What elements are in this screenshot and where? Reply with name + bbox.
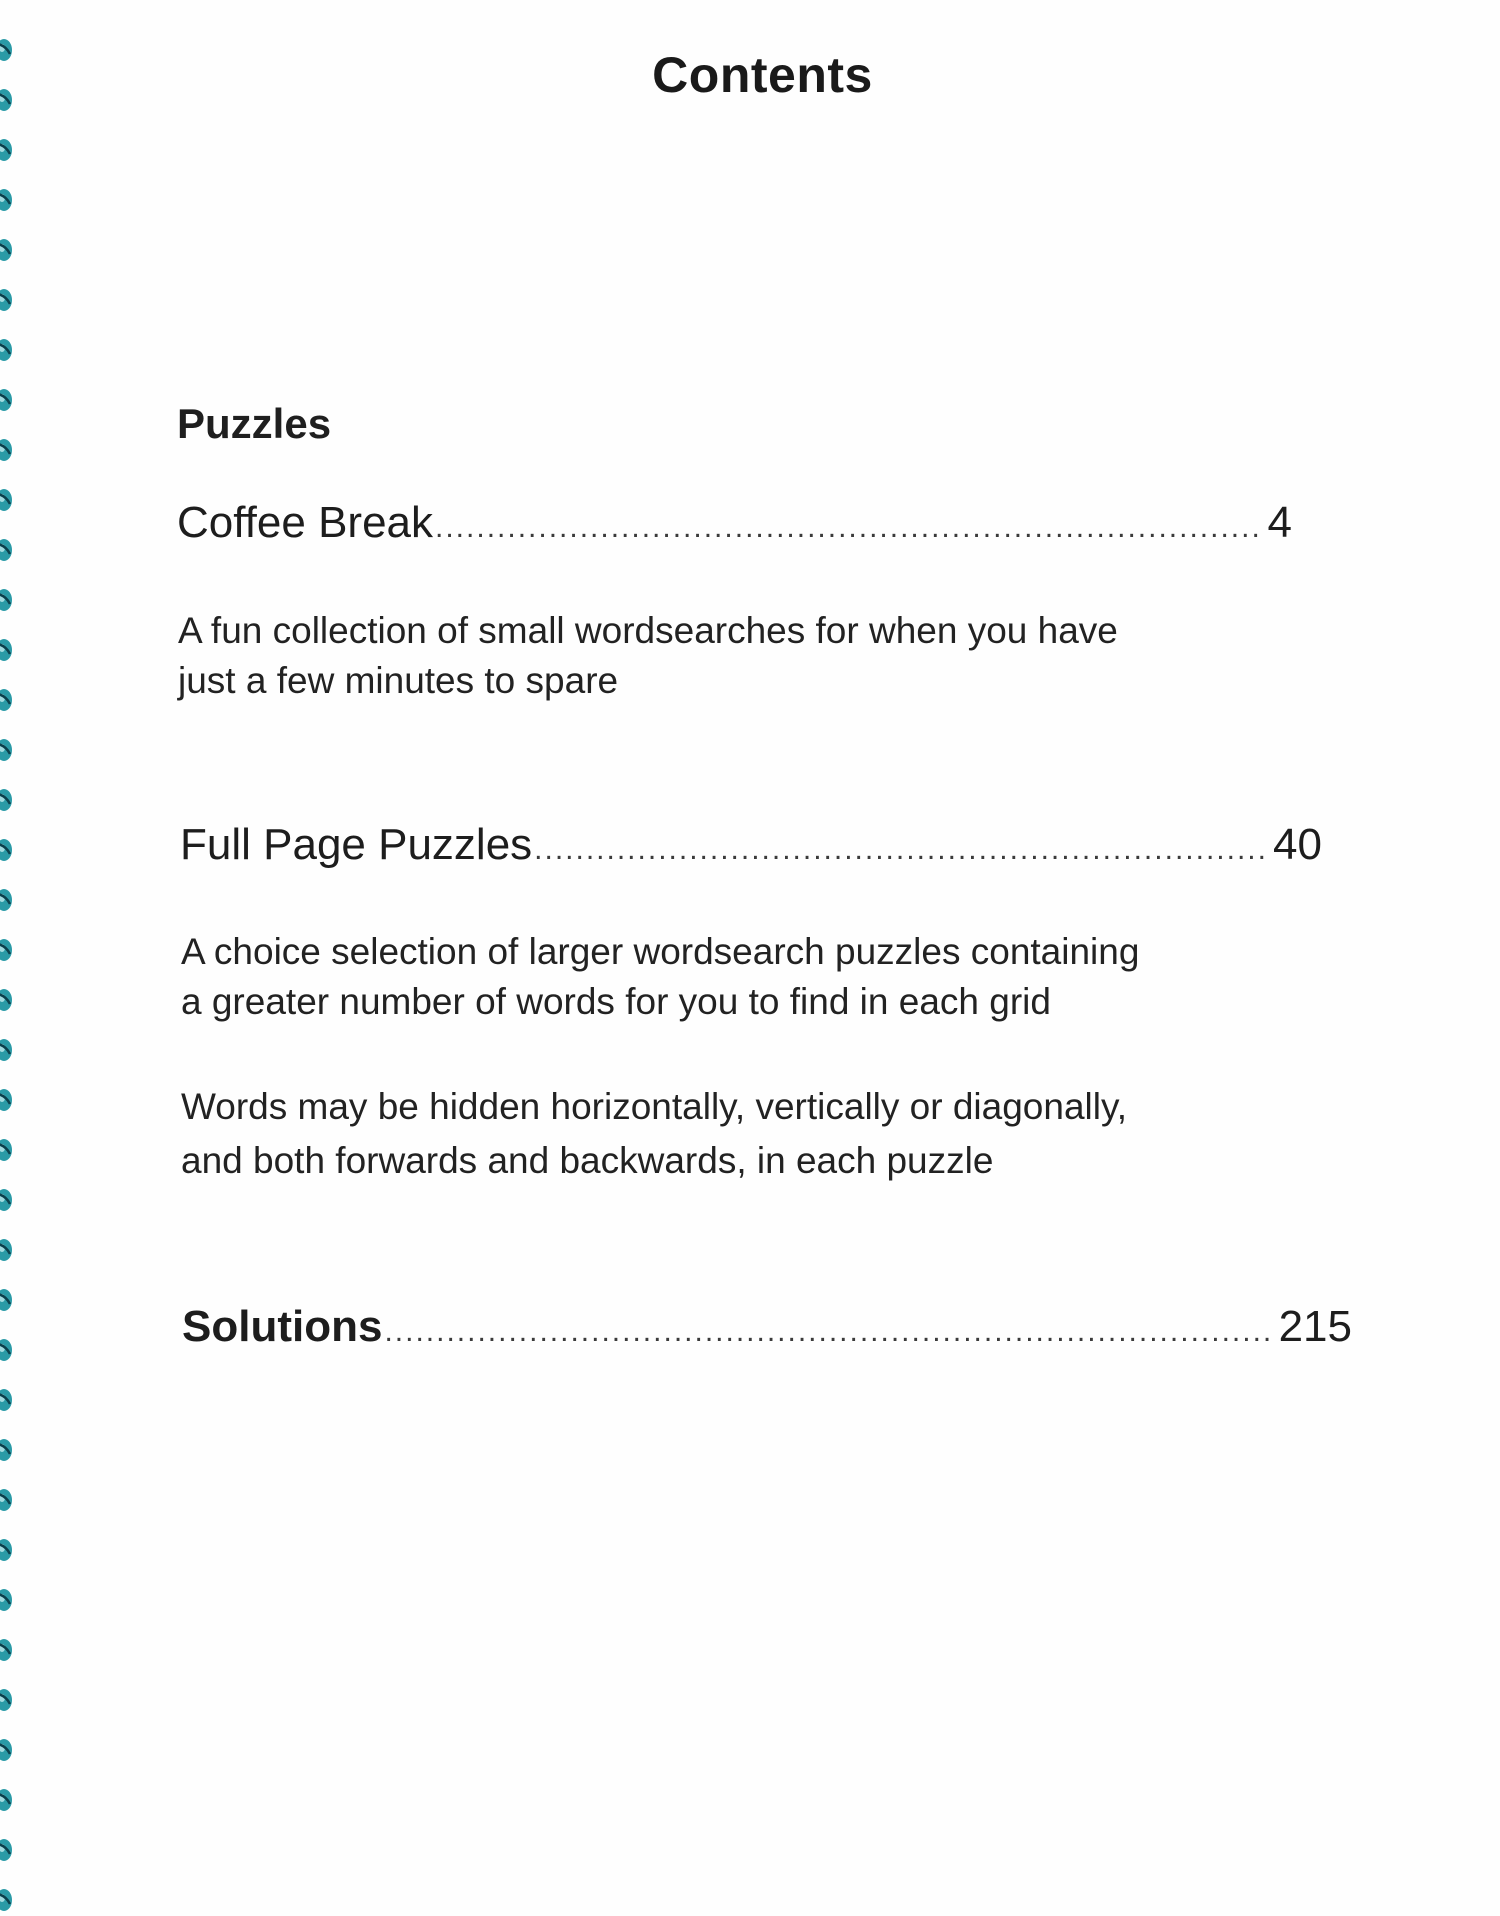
- binding-ring: [0, 1739, 12, 1761]
- binding-ring: [0, 689, 12, 711]
- binding-ring: [0, 839, 12, 861]
- binding-ring: [0, 1189, 12, 1211]
- binding-ring: [0, 589, 12, 611]
- description-line: a greater number of words for you to find in each grid: [181, 981, 1051, 1022]
- toc-entry-page-number: 215: [1278, 1302, 1352, 1351]
- binding-ring: [0, 389, 12, 411]
- binding-ring: [0, 1539, 12, 1561]
- binding-ring: [0, 1289, 12, 1311]
- binding-ring: [0, 189, 12, 211]
- binding-ring: [0, 239, 12, 261]
- binding-ring: [0, 889, 12, 911]
- toc-leader-dots: [534, 833, 1269, 867]
- binding-ring: [0, 439, 12, 461]
- toc-leader-dots: [384, 1315, 1274, 1349]
- binding-ring: [0, 1789, 12, 1811]
- section-heading-puzzles: Puzzles: [177, 400, 332, 447]
- toc-entry-page-number: 40: [1273, 820, 1322, 869]
- toc-entry-description: [178, 606, 1118, 706]
- description-line: just a few minutes to spare: [178, 660, 619, 701]
- binding-ring: [0, 1139, 12, 1161]
- binding-ring: [0, 939, 12, 961]
- description-line: A choice selection of larger wordsearch puzzles containing: [181, 931, 1140, 972]
- binding-ring: [0, 1689, 12, 1711]
- puzzle-instructions-note: [181, 1080, 1127, 1188]
- toc-entry-label: Solutions: [182, 1302, 383, 1351]
- binding-ring: [0, 489, 12, 511]
- toc-entry-full-page-puzzles[interactable]: [180, 820, 1322, 870]
- binding-ring: [0, 1339, 12, 1361]
- binding-ring: [0, 139, 12, 161]
- toc-entry-label: Full Page Puzzles: [180, 820, 533, 869]
- binding-ring: [0, 789, 12, 811]
- binding-ring: [0, 339, 12, 361]
- toc-leader-dots: [435, 511, 1264, 545]
- binding-ring: [0, 539, 12, 561]
- note-line: Words may be hidden horizontally, vertically or diagonally,: [181, 1086, 1128, 1127]
- binding-ring: [0, 1389, 12, 1411]
- binding-ring: [0, 639, 12, 661]
- binding-ring: [0, 1089, 12, 1111]
- binding-ring: [0, 1489, 12, 1511]
- binding-ring: [0, 1889, 12, 1911]
- binding-ring: [0, 1589, 12, 1611]
- toc-entry-page-number: 4: [1267, 498, 1292, 547]
- binding-ring: [0, 1439, 12, 1461]
- binding-ring: [0, 1639, 12, 1661]
- toc-entry-description: [181, 927, 1139, 1027]
- toc-entry-label: Coffee Break: [177, 498, 434, 547]
- binding-ring: [0, 1839, 12, 1861]
- description-line: A fun collection of small wordsearches for when you have: [178, 610, 1118, 651]
- note-line: and both forwards and backwards, in each puzzle: [181, 1140, 994, 1181]
- binding-ring: [0, 1039, 12, 1061]
- binding-ring: [0, 1239, 12, 1261]
- binding-ring: [0, 989, 12, 1011]
- toc-entry-coffee-break[interactable]: [177, 498, 1292, 548]
- binding-ring: [0, 289, 12, 311]
- spiral-binding: [0, 0, 22, 1916]
- page-title: Contents: [652, 47, 873, 103]
- toc-entry-solutions[interactable]: [182, 1302, 1352, 1352]
- binding-ring: [0, 739, 12, 761]
- spiral-binding-icon: [0, 0, 22, 1916]
